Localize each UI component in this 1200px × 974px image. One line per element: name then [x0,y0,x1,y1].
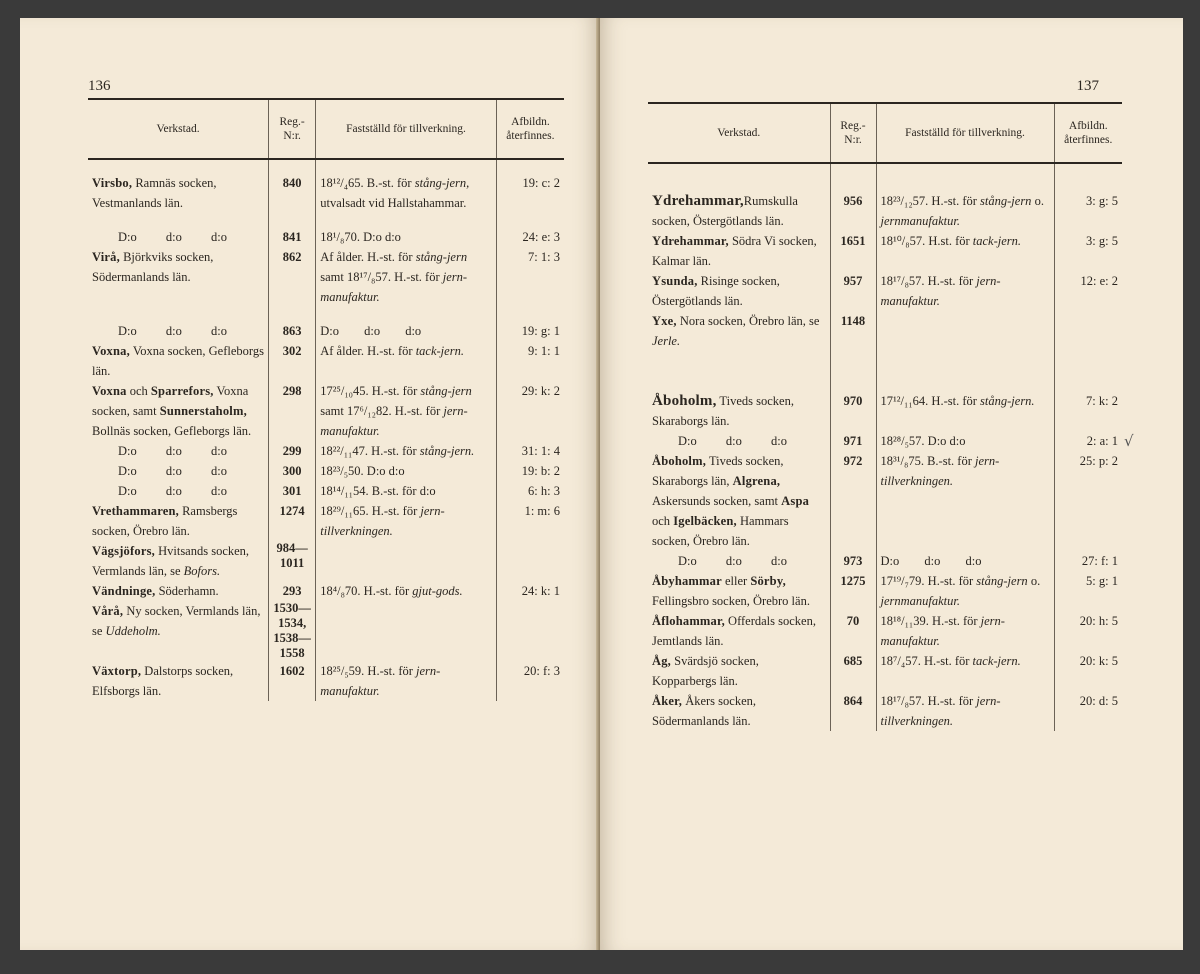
works-place: Nora socken, Örebro län, se [676,314,820,328]
fast-text: 18²⁵/₅59. H.-st. för [320,664,417,678]
table-row [88,501,564,541]
table-row [648,451,1122,551]
fast-text: 18¹⁰/₈57. H.st. för [880,234,973,248]
fast-italic: jern-manufaktur. [880,614,1005,648]
reg-number: 973 [830,551,876,571]
fast-text: 18²⁸/₅57. D:o d:o [880,434,966,448]
fast-italic: stång-jern, [414,176,470,190]
fast-text: 18¹⁷/₈57. H.-st. för [880,274,977,288]
left-page [20,18,600,950]
works-name: Åboholm, [652,393,717,409]
works-name-2: Algrena, [732,474,781,488]
table-row [88,321,564,341]
works-place: Södra Vi socken, Kalmar län. [652,234,817,268]
works-place: Svärdsjö socken, Kopparbergs län. [652,654,759,688]
table-row [88,247,564,307]
table-row [648,571,1122,611]
ledger-table-right [648,102,1122,731]
fast-text: 18¹⁴/₁₁54. B.-st. för d:o [320,484,436,498]
works-name: Ydrehammar, [652,193,744,209]
fast-text: D:o d:o d:o [320,324,422,338]
reg-number: 840 [269,173,316,213]
works-name: Voxna, [92,344,130,358]
table-row [88,541,564,581]
table-row [88,173,564,213]
fast-italic: stång-jern [415,250,468,264]
fast-text: Af ålder. H.-st. för [320,250,416,264]
fast-text: 17²⁵/₁₀45. H.-st. för [320,384,421,398]
table-row [88,481,564,501]
reg-number: 1274 [269,501,316,541]
table-row [648,551,1122,571]
table-row [88,581,564,601]
table-row [648,311,1122,351]
afbildn-ref: 20: f: 3 [496,661,564,701]
works-place: Söderhamn. [155,584,219,598]
fast-text: 18³¹/₈75. B.-st. för [880,454,975,468]
fast-italic: stång-jern. [980,394,1035,408]
reg-number: 1148 [830,311,876,351]
reg-number: 1275 [830,571,876,611]
fast-text: 18⁷/₄57. H.-st. för [880,654,973,668]
reg-number: 984— 1011 [269,541,316,581]
fast-text: 18²³/₅50. D:o d:o [320,464,405,478]
fast-text: Af ålder. H.-st. för [320,344,416,358]
page-number-left: 136 [88,78,111,94]
header-reg: Reg.- N:r. [269,99,316,159]
reg-number: 970 [830,391,876,431]
afbildn-ref: 7: k: 2 [1054,391,1122,431]
fast-text-2: o. [1031,194,1044,208]
reg-number: 70 [830,611,876,651]
fast-text: 18²²/₁₁47. H.-st. för [320,444,420,458]
fast-text: 17¹²/₁₁64. H.-st. för [880,394,981,408]
table-row [88,441,564,461]
afbildn-ref: 9: 1: 1 [496,341,564,381]
ditto-text: D:o d:o d:o [118,324,227,338]
afbildn-ref: 31: 1: 4 [496,441,564,461]
afbildn-ref: 3: g: 5 [1054,231,1122,271]
afbildn-ref: 19: c: 2 [496,173,564,213]
works-place: Rumskulla socken, Östergötlands län. [652,194,798,228]
works-place: Björkviks socken, Södermanlands län. [92,250,214,284]
works-name: Åflohammar, [652,614,725,628]
fast-text: 17¹⁹/₇79. H.-st. för [880,574,977,588]
afbildn-ref: 6: h: 3 [496,481,564,501]
afbildn-ref: 2: a: 1 [1054,431,1122,451]
header-verkstad: Verkstad. [88,99,269,159]
works-name: Vändninge, [92,584,156,598]
works-name: Ysunda, [652,274,698,288]
works-name-2: Sparrefors, [150,384,214,398]
afbildn-ref: 20: k: 5 [1054,651,1122,691]
works-place: Åkers socken, Södermanlands län. [652,694,757,728]
afbildn-ref: 24: e: 3 [496,227,564,247]
table-row [648,431,1122,451]
works-place: Voxna socken, samt [92,384,249,418]
reg-number: 957 [830,271,876,311]
works-name: Växtorp, [92,664,142,678]
table-row [648,271,1122,311]
works-name: Voxna [92,384,127,398]
works-name: Ydrehammar, [652,234,729,248]
works-place: Hvitsands socken, Vermlands län, se [92,544,250,578]
afbildn-ref: 19: g: 1 [496,321,564,341]
fast-text-2: samt 17⁶/₁₂82. H.-st. för [320,404,444,418]
works-place: Ny socken, Vermlands län, se [92,604,261,638]
reg-number: 302 [269,341,316,381]
afbildn-ref [1054,311,1122,351]
fast-italic-2: jern-manufaktur. [320,404,468,438]
works-name: Vägsjöfors, [92,544,155,558]
ditto-text: D:o d:o d:o [118,464,227,478]
works-name: Vårå, [92,604,124,618]
works-name: Yxe, [652,314,677,328]
works-place: Ramnäs socken, Vestmanlands län. [92,176,217,210]
works-name-3: Aspa [781,494,810,508]
works-place: Ramsbergs socken, Örebro län. [92,504,238,538]
reg-number: 1530— 1534, 1538— 1558 [269,601,316,661]
works-name: Åg, [652,654,672,668]
works-place-italic: Bofors. [183,564,221,578]
header-afbildn: Afbildn. återfinnes. [1054,103,1122,163]
works-place: Offerdals socken, Jemtlands län. [652,614,816,648]
fast-italic: tack-jern. [972,234,1022,248]
reg-number: 293 [269,581,316,601]
fast-italic: jern-tillverkningen. [880,694,1001,728]
table-row [648,191,1122,231]
works-name: Vrethammaren, [92,504,179,518]
afbildn-ref: 12: e: 2 [1054,271,1122,311]
ditto-text: D:o d:o d:o [678,554,787,568]
afbildn-ref: 20: d: 5 [1054,691,1122,731]
table-row [648,391,1122,431]
fast-text: D:o d:o d:o [880,554,982,568]
works-name-4: Igelbäcken, [673,514,737,528]
afbildn-ref: 29: k: 2 [496,381,564,441]
afbildn-ref: 5: g: 1 [1054,571,1122,611]
table-row [88,661,564,701]
fast-italic: stång-jern. [419,444,475,458]
header-faststald: Fastställd för tillverkning. [876,103,1054,163]
table-row [88,227,564,247]
fast-italic: stång-jern [420,384,472,398]
reg-number: 300 [269,461,316,481]
table-header [648,103,1122,163]
works-place: Voxna socken, Gefleborgs län. [92,344,264,378]
table-row [648,691,1122,731]
fast-italic: gjut-gods. [412,584,463,598]
reg-number: 972 [830,451,876,551]
reg-number: 1602 [269,661,316,701]
fast-italic: jern-tillverkningen. [320,504,445,538]
table-row [88,461,564,481]
ditto-text: D:o d:o d:o [678,434,787,448]
ditto-text: D:o d:o d:o [118,444,227,458]
fast-text-2: utvalsadt vid Hallstahammar. [320,196,467,210]
reg-number: 301 [269,481,316,501]
fast-italic-2: jernmanufaktur. [880,214,961,228]
fast-text: 18¹⁸/₁₁39. H.-st. för [880,614,981,628]
table-row [648,651,1122,691]
works-place: Risinge socken, Östergötlands län. [652,274,780,308]
reg-number: 298 [269,381,316,441]
header-afbildn: Afbildn. återfinnes. [496,99,564,159]
works-place-2: Bollnäs socken, Gefleborgs län. [92,424,252,438]
fast-text-2: o. [1027,574,1041,588]
afbildn-ref: 1: m: 6 [496,501,564,541]
afbildn-ref [496,541,564,581]
table-row [648,611,1122,651]
reg-number: 971 [830,431,876,451]
afbildn-ref: 20: h: 5 [1054,611,1122,651]
fast-italic-2: jern-manufaktur. [320,270,468,304]
table-row [88,341,564,381]
fast-text: 18⁴/₈70. H.-st. för [320,584,413,598]
fast-text: 18¹⁷/₈57. H.-st. för [880,694,977,708]
afbildn-ref [496,601,564,661]
header-reg: Reg.- N:r. [830,103,876,163]
header-verkstad: Verkstad. [648,103,830,163]
afbildn-ref: 19: b: 2 [496,461,564,481]
reg-number: 841 [269,227,316,247]
works-name-3: Sunnerstaholm, [159,404,247,418]
reg-number: 862 [269,247,316,307]
fast-text-2: samt 18¹⁷/₈57. H.-st. för [320,270,443,284]
afbildn-ref: 3: g: 5 [1054,191,1122,231]
works-place-2: Askersunds socken, samt [652,494,782,508]
fast-italic-2: jernmanufaktur. [880,594,961,608]
fast-italic: stång-jern [980,194,1032,208]
fast-italic: jern-manufaktur. [320,664,441,698]
works-place: Dalstorps socken, Elfsborgs län. [92,664,234,698]
header-faststald: Fastställd för tillverkning. [316,99,497,159]
works-conj: eller [721,574,751,588]
afbildn-ref: 27: f: 1 [1054,551,1122,571]
margin-checkmark: √ [1124,432,1134,450]
fast-italic: stång-jern [976,574,1028,588]
table-row [648,231,1122,271]
reg-number: 956 [830,191,876,231]
ditto-text: D:o d:o d:o [118,230,227,244]
works-conj: och [126,384,151,398]
table-row [88,381,564,441]
works-place-italic: Jerle. [652,334,681,348]
works-place: Tiveds socken, Skaraborgs län. [652,394,794,428]
table-header [88,99,564,159]
reg-number: 1651 [830,231,876,271]
works-place-3: Hammars socken, Örebro län. [652,514,789,548]
afbildn-ref: 25: p: 2 [1054,451,1122,551]
right-page [600,18,1183,950]
fast-italic: tack-jern. [415,344,464,358]
fast-text: 18²⁹/₁₁65. H.-st. för [320,504,421,518]
works-name: Åbyhammar [652,574,722,588]
fast-text: 18¹²/₄65. B.-st. för [320,176,415,190]
fast-italic: tack-jern. [972,654,1021,668]
page-number-right: 137 [1076,78,1099,94]
works-name: Virå, [92,250,120,264]
fast-italic: jern-manufaktur. [880,274,1001,308]
fast-text: 18¹/₈70. D:o d:o [320,230,401,244]
works-name: Virsbo, [92,176,133,190]
ledger-table-left [88,98,564,701]
reg-number: 863 [269,321,316,341]
table-row [88,601,564,661]
fast-italic: jern-tillverkningen. [880,454,1000,488]
reg-number: 685 [830,651,876,691]
afbildn-ref: 7: 1: 3 [496,247,564,307]
works-name: Åboholm, [652,454,707,468]
fast-text: 18²³/₁₂57. H.-st. för [880,194,981,208]
afbildn-ref: 24: k: 1 [496,581,564,601]
reg-number: 864 [830,691,876,731]
works-place: Tiveds socken, Skaraborgs län, [652,454,784,488]
works-name: Åker, [652,694,683,708]
ditto-text: D:o d:o d:o [118,484,227,498]
reg-number: 299 [269,441,316,461]
works-name-2: Sörby, [750,574,786,588]
works-place-italic: Uddeholm. [105,624,161,638]
works-place: Fellingsbro socken, Örebro län. [652,594,810,608]
works-conj: och [652,514,674,528]
